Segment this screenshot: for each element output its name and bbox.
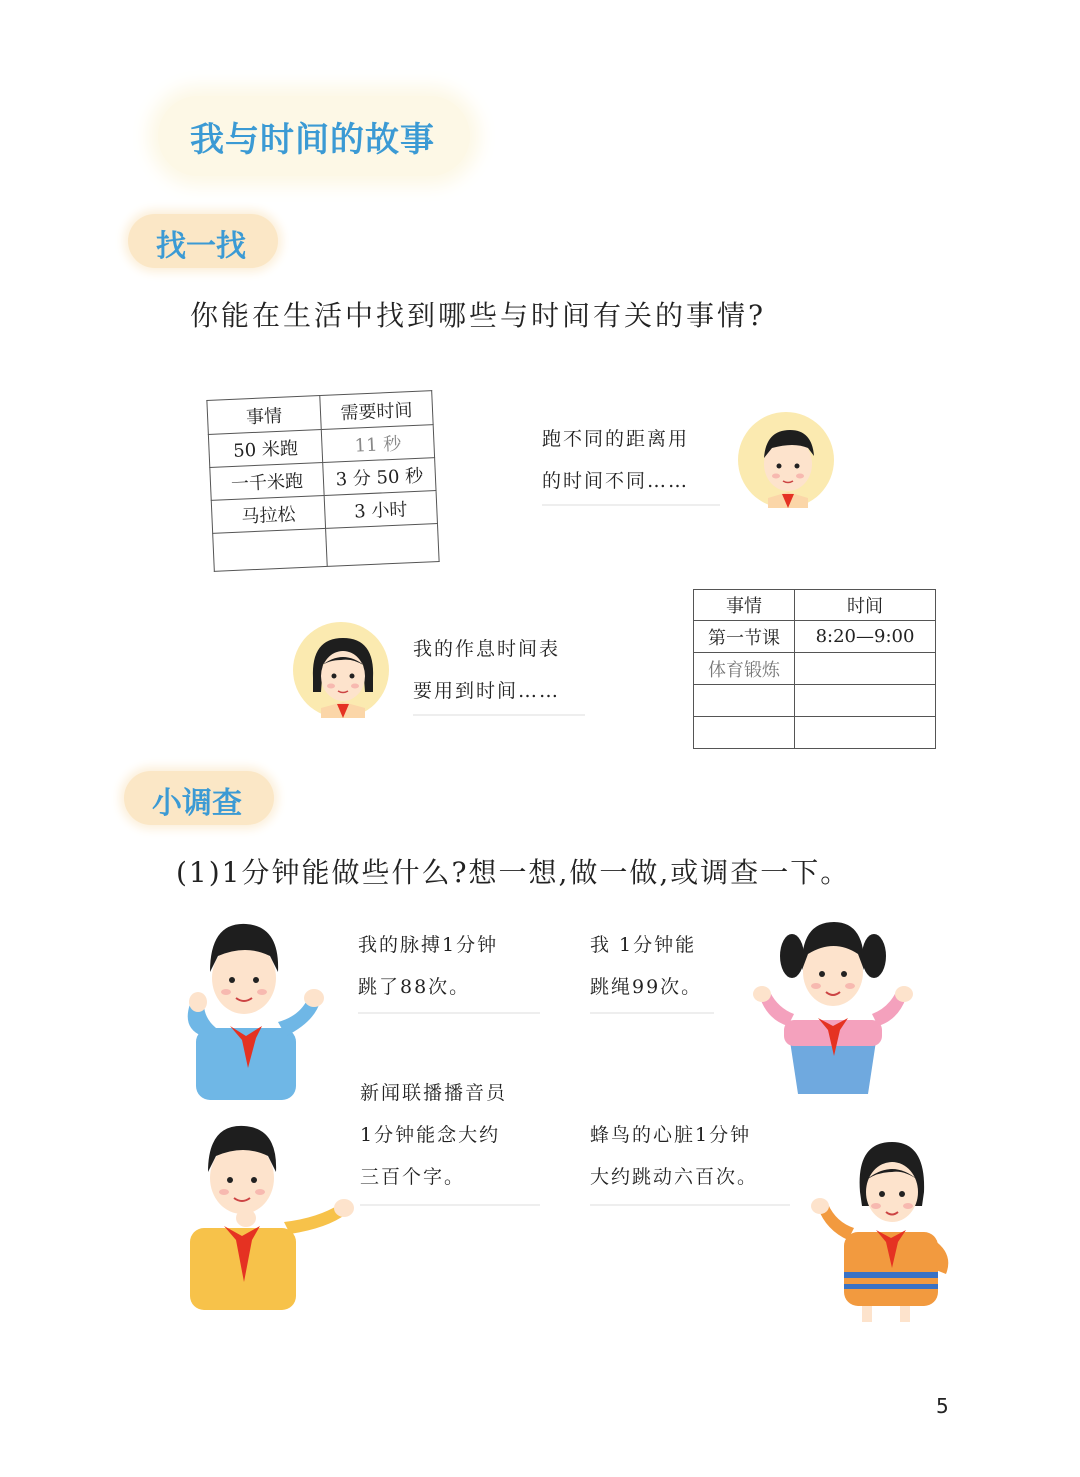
section-heading-find: 找一找 (156, 229, 246, 264)
table2-cell (795, 653, 936, 685)
bubble-line: 的时间不同…… (542, 470, 690, 492)
speech-bubble-news (360, 1072, 540, 1206)
bubble-line: 跳了88次。 (358, 976, 471, 998)
table2-cell (795, 685, 936, 717)
table2-cell: 第一节课 (694, 621, 795, 653)
table1-cell: 3 小时 (324, 491, 437, 529)
schedule-table (693, 589, 936, 749)
table1-header-event: 事情 (207, 396, 321, 435)
page-number: 5 (936, 1394, 949, 1418)
page-title: 我与时间的故事 (190, 120, 435, 160)
bubble-line: 跑不同的距离用 (542, 428, 690, 450)
boy-face-icon (738, 412, 834, 508)
bubble-line: 跳绳99次。 (590, 976, 703, 998)
girl-avatar-1 (293, 622, 389, 718)
boy-avatar-1 (738, 412, 834, 508)
boy-yellow-illustration (180, 1122, 355, 1312)
girl-face-icon (293, 622, 389, 718)
table2-cell (694, 685, 795, 717)
table2-cell (795, 717, 936, 749)
table2-cell: 体育锻炼 (694, 653, 795, 685)
table1-cell: 50 米跑 (208, 430, 322, 468)
table2-header-time: 时间 (795, 590, 936, 621)
table1-cell (213, 528, 328, 571)
table2-cell (694, 717, 795, 749)
table1-cell: 马拉松 (211, 495, 325, 533)
question-find: 你能在生活中找到哪些与时间有关的事情? (190, 299, 767, 332)
bubble-line: 要用到时间…… (413, 680, 561, 702)
boy-blue-illustration (182, 918, 332, 1103)
bubble-line: 蜂鸟的心脏1分钟 (590, 1124, 752, 1146)
table1-cell: 11 秒 (321, 425, 434, 463)
table2-header-event: 事情 (694, 590, 795, 621)
speech-bubble-bird (590, 1114, 790, 1206)
table2-cell: 8:20—9:00 (795, 621, 936, 653)
bubble-line: 我的作息时间表 (413, 638, 561, 660)
speech-bubble-schedule (413, 628, 585, 716)
girl-orange-illustration (808, 1136, 958, 1322)
section-heading-survey: 小调查 (152, 786, 242, 821)
speech-bubble-distance (542, 418, 720, 506)
bubble-line: 三百个字。 (360, 1166, 466, 1188)
question-survey: (1)1分钟能做些什么?想一想,做一做,或调查一下。 (176, 856, 851, 889)
speech-bubble-pulse (358, 924, 540, 1014)
table1-cell: 3 分 50 秒 (323, 458, 436, 496)
bubble-line: 我 1分钟能 (590, 934, 697, 956)
bubble-line: 新闻联播播音员 (360, 1082, 508, 1104)
table1-cell (326, 524, 440, 567)
table1-header-time: 需要时间 (320, 391, 433, 430)
bubble-line: 大约跳动六百次。 (590, 1166, 759, 1188)
bubble-line: 1分钟能念大约 (360, 1124, 501, 1146)
bubble-line: 我的脉搏1分钟 (358, 934, 499, 956)
speech-bubble-rope (590, 924, 714, 1014)
girl-pink-illustration (748, 916, 918, 1096)
table1-cell: 一千米跑 (210, 462, 324, 500)
running-time-table (206, 390, 439, 572)
